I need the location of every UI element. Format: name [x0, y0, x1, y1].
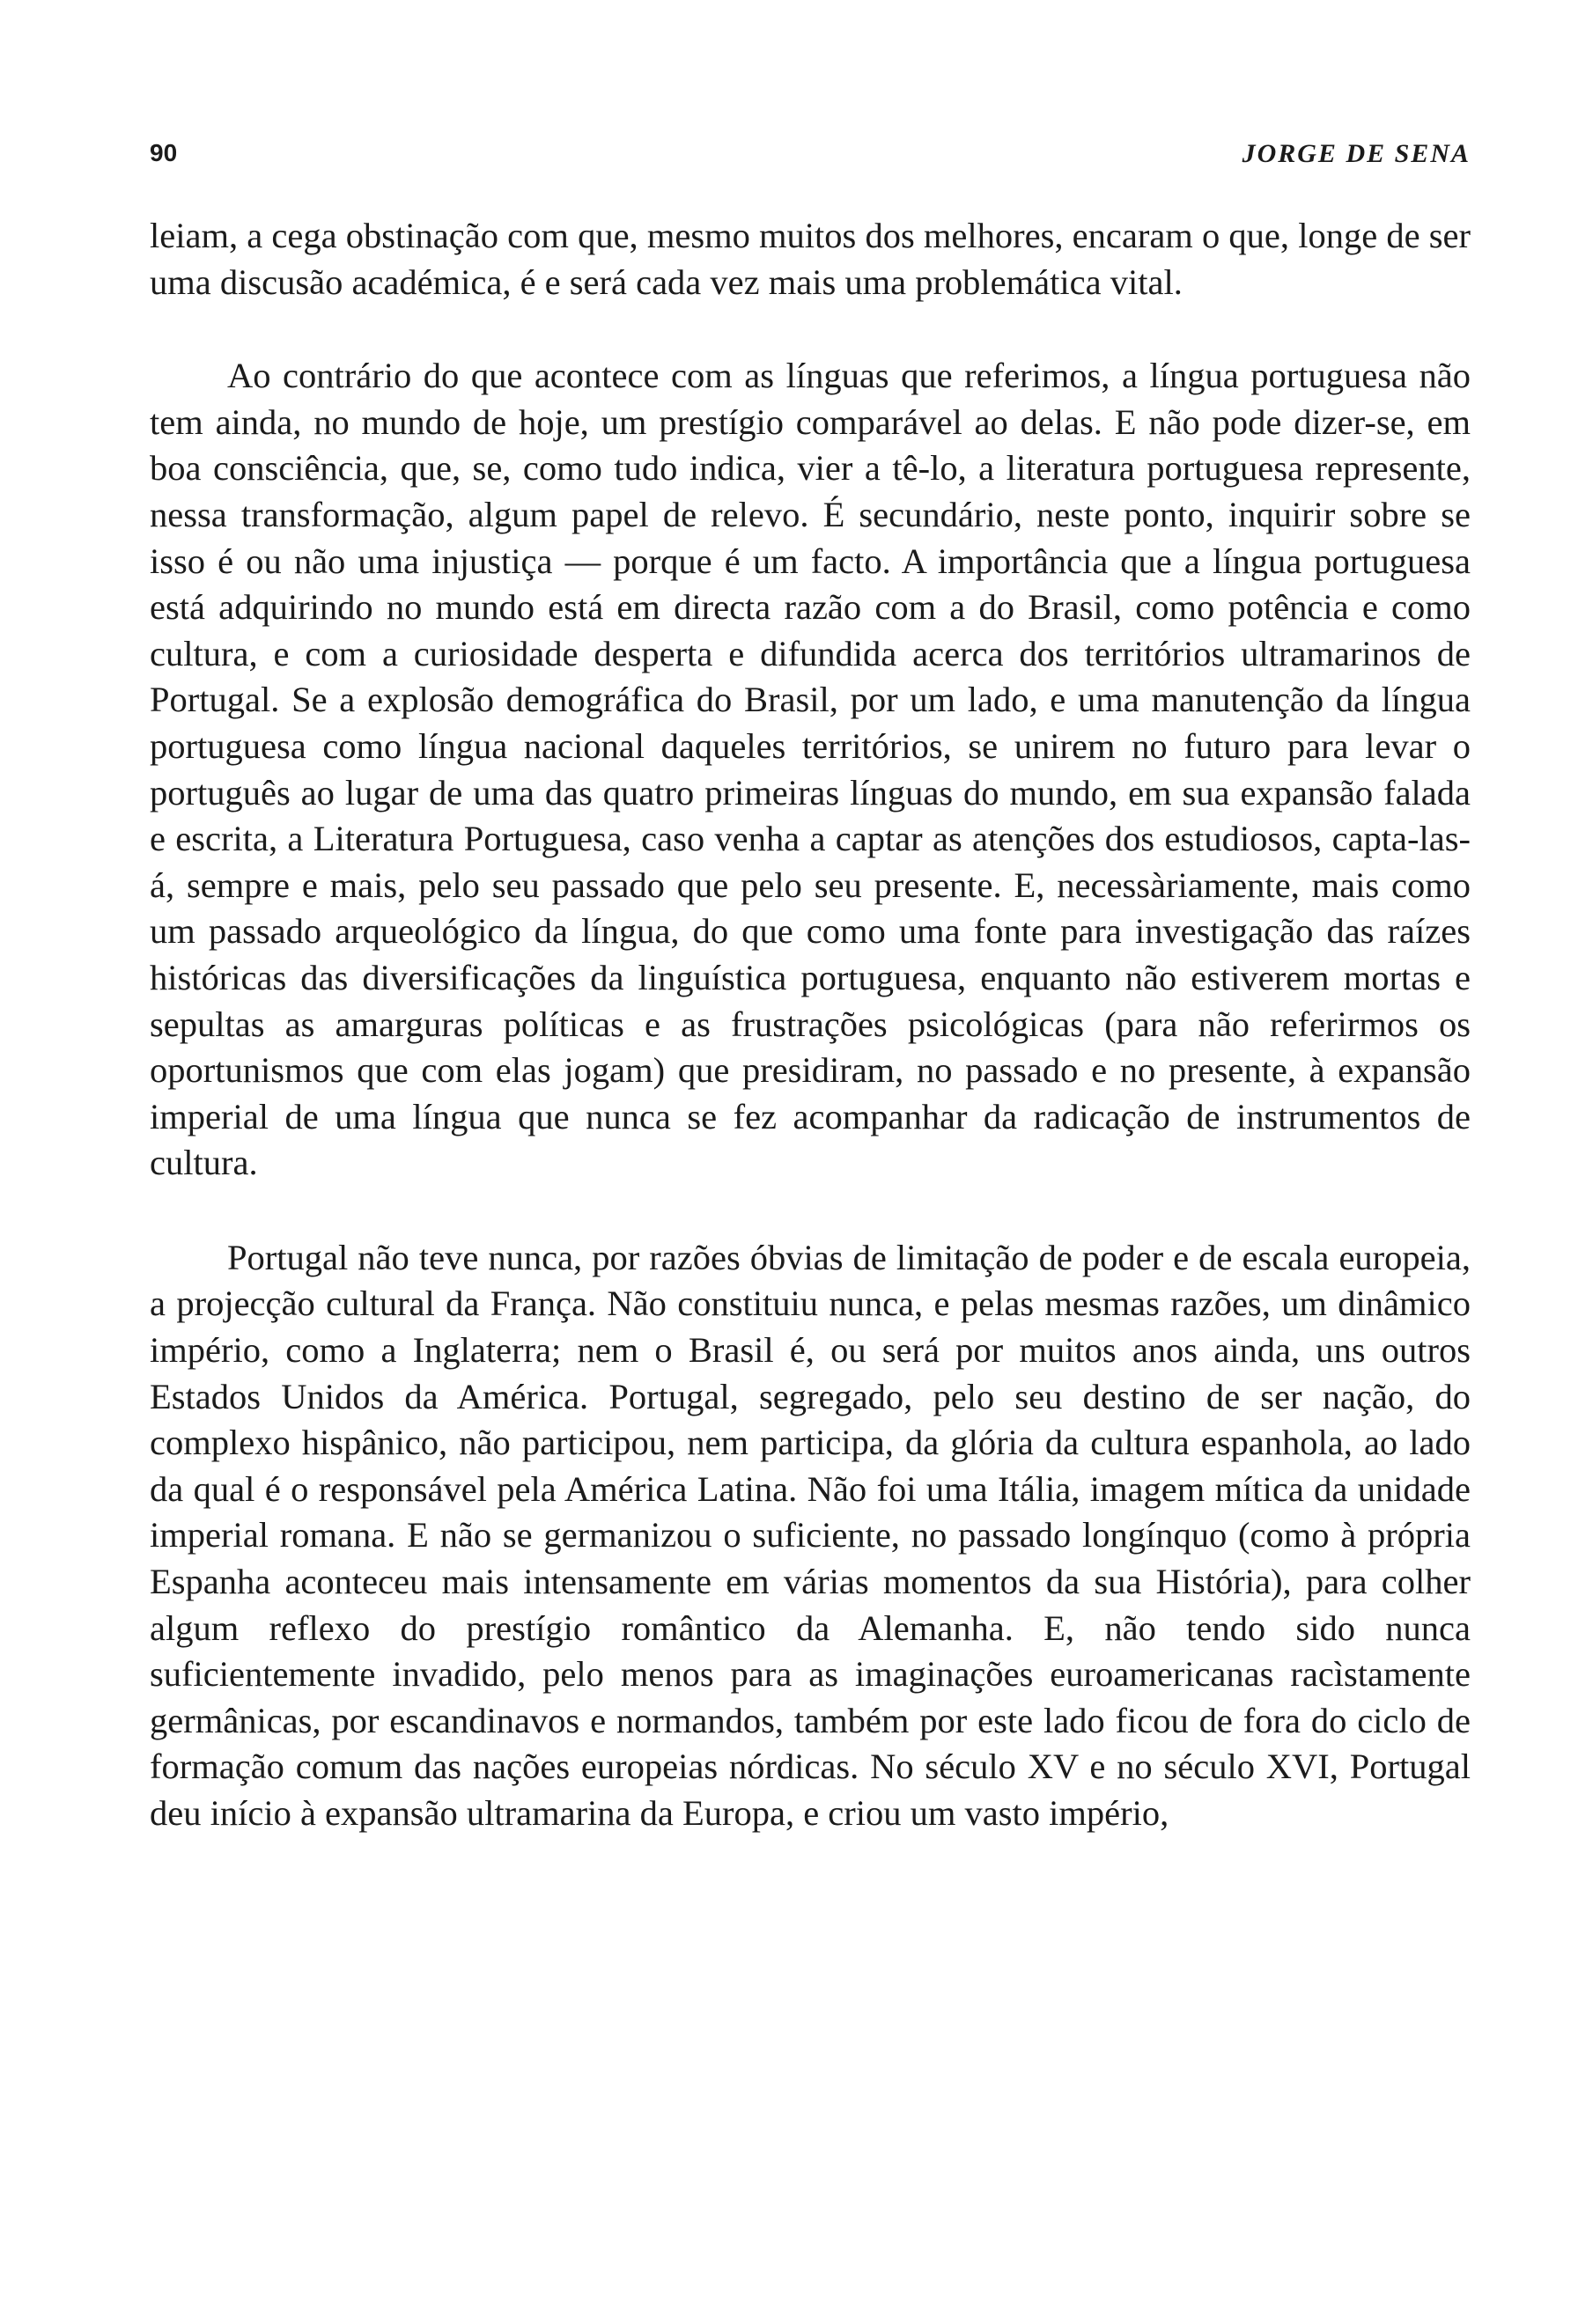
- paragraph-1: leiam, a cega obstinação com que, mesmo muitos dos melhores, encaram o que, longe de ser uma discusão académica, é e será cada vez mais uma problemática vital.: [150, 216, 1471, 302]
- paragraph-2: Ao contrário do que acontece com as línguas que referimos, a língua portuguesa não tem ainda, no mundo de hoje, um prestígio comparável ao delas. E não pode dizer-se, em boa consciência, que, se, como tudo indica, vier a tê-lo, a literatura portuguesa represente, nessa transformação, algum papel de relevo. É secundário, neste ponto, inquirir sobre se isso é ou não uma injustiça — porque é um facto. A importância que a língua portuguesa está adquirindo no mundo está em directa razão com a do Brasil, como potência e como cultura, e com a curiosidade desperta e difundida acerca dos territórios ultramarinos de Portugal. Se a explosão demográfica do Brasil, por um lado, e uma manutenção da língua portuguesa como língua nacional daqueles territórios, se unirem no futuro para levar o português ao lugar de uma das quatro primeiras línguas do mundo, em sua expansão falada e escrita, a Literatura Portuguesa, caso venha a captar as atenções dos estudiosos, capta-las-á, sempre e mais, pelo seu passado que pelo seu presente. E, necessàriamente, mais como um passado arqueológico da língua, do que como uma fonte para investigação das raízes históricas das diversificações da linguística portuguesa, enquanto não estiverem mortas e sepultas as amarguras políticas e as frustrações psicológicas (para não referirmos os oportunismos que com elas jogam) que presidiram, no passado e no presente, à expansão imperial de uma língua que nunca se fez acompanhar da radicação de instrumentos de cultura.: [150, 356, 1471, 1183]
- book-page: [150, 132, 1471, 2280]
- body-text: [150, 213, 1471, 1837]
- running-title: JORGE DE SENA: [1242, 139, 1471, 168]
- running-head: [150, 132, 1471, 176]
- page-number: 90: [150, 139, 178, 166]
- paragraph-3: Portugal não teve nunca, por razões óbvias de limitação de poder e de escala europeia, a projecção cultural da França. Não constituiu nunca, e pelas mesmas razões, um dinâmico império, como a Inglaterra; nem o Brasil é, ou será por muitos anos ainda, uns outros Estados Unidos da América. Portugal, segregado, pelo seu destino de ser nação, do complexo hispânico, não participou, nem participa, da glória da cultura espanhola, ao lado da qual é o responsável pela América Latina. Não foi uma Itália, imagem mítica da unidade imperial romana. E não se germanizou o suficiente, no passado longínquo (como à própria Espanha aconteceu mais intensamente em várias momentos da sua História), para colher algum reflexo do prestígio romântico da Alemanha. E, não tendo sido nunca suficientemente invadido, pelo menos para as imaginações euroamericanas racìstamente germânicas, por escandinavos e normandos, também por este lado ficou de fora do ciclo de formação comum das nações europeias nórdicas. No século XV e no século XVI, Portugal deu início à expansão ultramarina da Europa, e criou um vasto império,: [150, 1237, 1471, 1833]
